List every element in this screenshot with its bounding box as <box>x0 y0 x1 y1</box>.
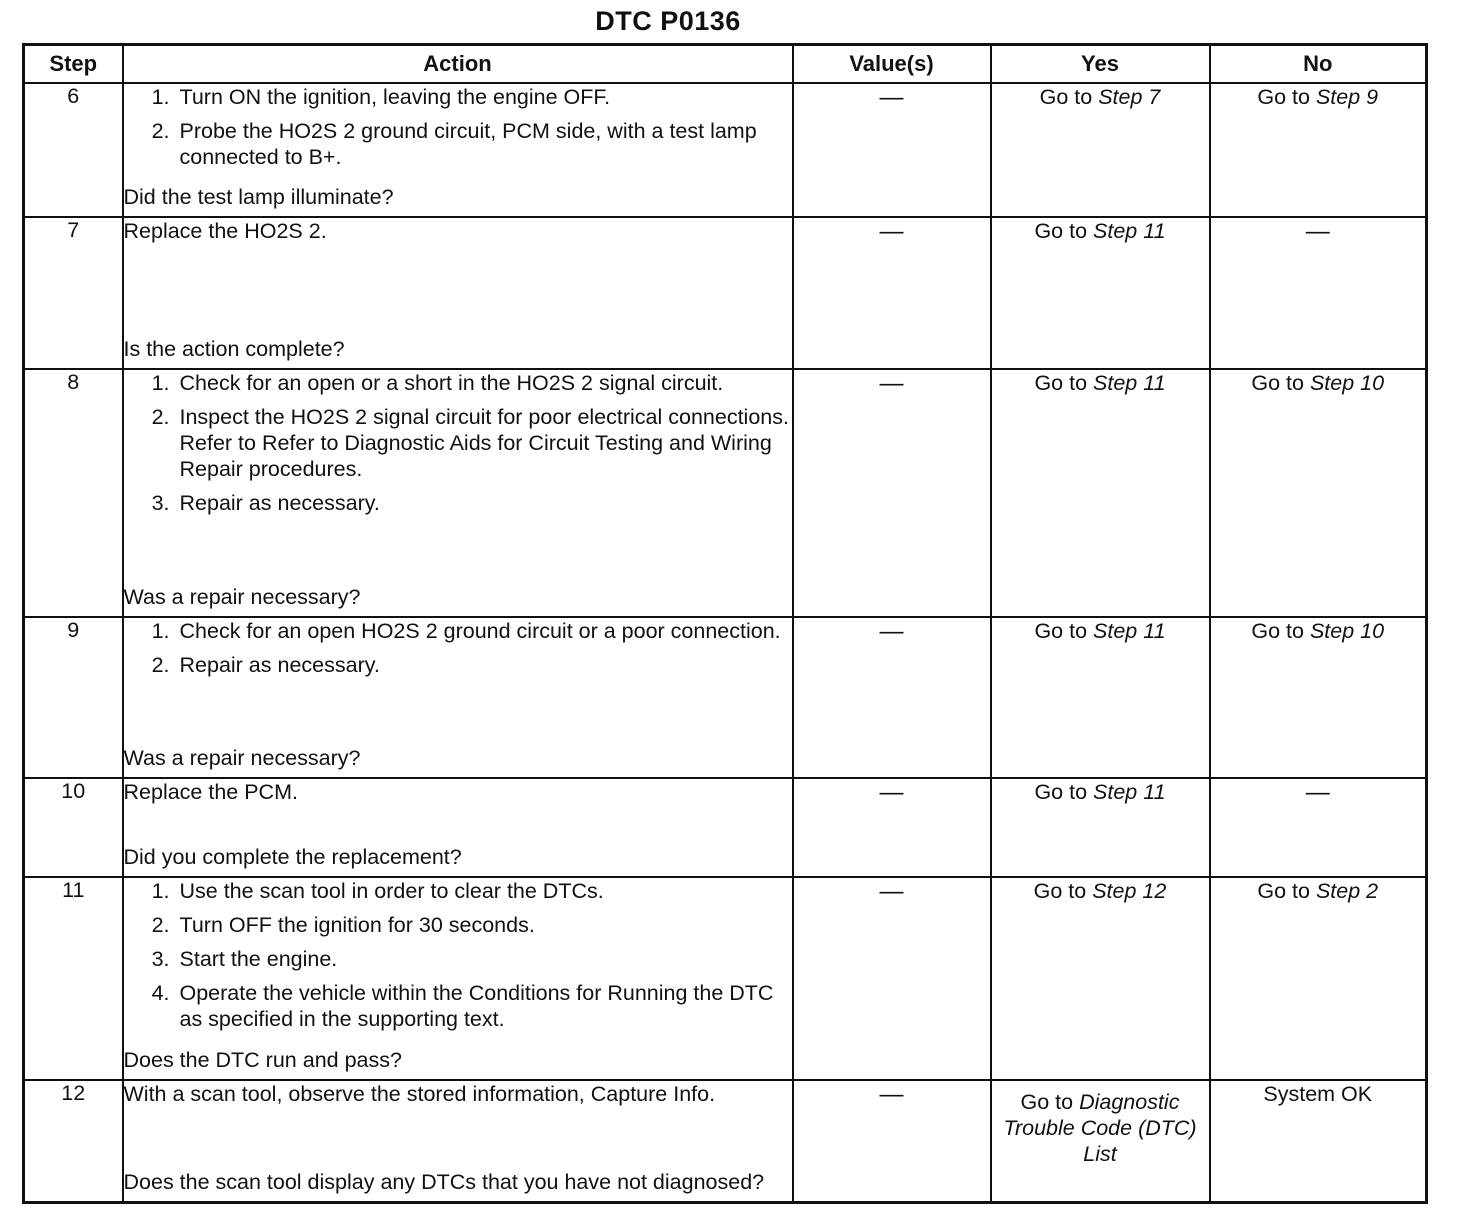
value-cell: — <box>793 877 991 1080</box>
step-link[interactable]: Step 10 <box>1309 619 1385 643</box>
value-cell: — <box>793 778 991 877</box>
step-number: 11 <box>24 877 123 1080</box>
step-link[interactable]: Step 11 <box>1093 219 1166 243</box>
value-cell: — <box>793 617 991 778</box>
step-number: 12 <box>24 1080 123 1202</box>
action-question: Was a repair necessary? <box>123 585 361 609</box>
action-question: Did you complete the replacement? <box>123 845 462 869</box>
table-row <box>24 217 1427 369</box>
no-cell: Go to Step 2 <box>1210 877 1427 1080</box>
no-cell: — <box>1210 217 1427 369</box>
table-row <box>24 877 1427 1080</box>
value-cell: — <box>793 1080 991 1202</box>
list-item: 4. Operate the vehicle within the Conditions for Running the DTC as specified in the supporting text. <box>151 981 774 1031</box>
step-number: 8 <box>24 369 123 617</box>
step-number: 6 <box>24 83 123 217</box>
action-text: With a scan tool, observe the stored information, Capture Info. <box>123 1082 716 1106</box>
diagnostic-table <box>22 43 1428 1204</box>
no-cell: Go to Step 10 <box>1210 617 1427 778</box>
step-link[interactable]: Step 11 <box>1093 619 1166 643</box>
table-row <box>24 369 1427 617</box>
step-link[interactable]: Step 9 <box>1315 85 1379 109</box>
step-link[interactable]: Step 12 <box>1092 879 1167 903</box>
list-item: 2. Inspect the HO2S 2 signal circuit for poor electrical connections. Refer to Refer to Diagnostic Aids for Circuit Testing and Wiring Repair procedures. <box>151 405 789 481</box>
action-cell <box>123 617 793 778</box>
yes-cell: Go to Diagnostic Trouble Code (DTC) List <box>991 1080 1210 1202</box>
header-step: Step <box>24 45 123 84</box>
action-list <box>124 878 792 1032</box>
value-cell: — <box>793 369 991 617</box>
action-text: Replace the PCM. <box>123 780 298 804</box>
list-item: 2. Repair as necessary. <box>151 653 380 677</box>
step-link[interactable]: Step 2 <box>1315 879 1379 903</box>
action-list <box>124 84 792 178</box>
no-cell: — <box>1210 778 1427 877</box>
header-row <box>24 45 1427 84</box>
action-question: Is the action complete? <box>123 337 345 361</box>
yes-cell: Go to Step 7 <box>991 83 1210 217</box>
header-values: Value(s) <box>793 45 991 84</box>
step-link[interactable]: Step 10 <box>1309 371 1385 395</box>
list-item: 1. Turn ON the ignition, leaving the engine OFF. <box>151 85 611 109</box>
list-item: 2. Turn OFF the ignition for 30 seconds. <box>151 913 535 937</box>
table-row <box>24 617 1427 778</box>
list-item: 1. Check for an open HO2S 2 ground circuit or a poor connection. <box>151 619 781 643</box>
action-question: Does the DTC run and pass? <box>123 1048 402 1072</box>
action-cell <box>123 877 793 1080</box>
step-number: 7 <box>24 217 123 369</box>
no-cell: Go to Step 9 <box>1210 83 1427 217</box>
no-cell: Go to Step 10 <box>1210 369 1427 617</box>
yes-cell: Go to Step 11 <box>991 778 1210 877</box>
step-link[interactable]: Step 11 <box>1093 371 1166 395</box>
header-action: Action <box>123 45 793 84</box>
yes-cell: Go to Step 11 <box>991 217 1210 369</box>
table-row <box>24 1080 1427 1202</box>
action-list <box>124 370 792 524</box>
step-link[interactable]: Diagnostic Trouble Code (DTC) List <box>1003 1090 1197 1166</box>
page-title: DTC P0136 <box>595 6 741 36</box>
yes-cell: Go to Step 12 <box>991 877 1210 1080</box>
action-question: Does the scan tool display any DTCs that you have not diagnosed? <box>123 1170 765 1194</box>
header-yes: Yes <box>991 45 1210 84</box>
action-cell <box>123 1080 793 1202</box>
step-number: 9 <box>24 617 123 778</box>
action-cell <box>123 369 793 617</box>
action-cell <box>123 83 793 217</box>
action-text: Replace the HO2S 2. <box>123 219 327 243</box>
value-cell: — <box>793 83 991 217</box>
action-question: Did the test lamp illuminate? <box>123 185 394 209</box>
action-list <box>124 618 792 686</box>
action-question: Was a repair necessary? <box>123 746 361 770</box>
list-item: 3. Repair as necessary. <box>151 491 380 515</box>
yes-cell: Go to Step 11 <box>991 617 1210 778</box>
table-row <box>24 83 1427 217</box>
value-cell: — <box>793 217 991 369</box>
list-item: 1. Check for an open or a short in the HO2S 2 signal circuit. <box>151 371 724 395</box>
no-cell: System OK <box>1210 1080 1427 1202</box>
list-item: 1. Use the scan tool in order to clear the DTCs. <box>151 879 604 903</box>
table-row <box>24 778 1427 877</box>
step-number: 10 <box>24 778 123 877</box>
list-item: 3. Start the engine. <box>151 947 338 971</box>
step-link[interactable]: Step 11 <box>1093 780 1166 804</box>
header-no: No <box>1210 45 1427 84</box>
step-link[interactable]: Step 7 <box>1098 85 1161 109</box>
action-cell <box>123 217 793 369</box>
list-item: 2. Probe the HO2S 2 ground circuit, PCM side, with a test lamp connected to B+. <box>151 119 757 169</box>
yes-cell: Go to Step 11 <box>991 369 1210 617</box>
action-cell <box>123 778 793 877</box>
